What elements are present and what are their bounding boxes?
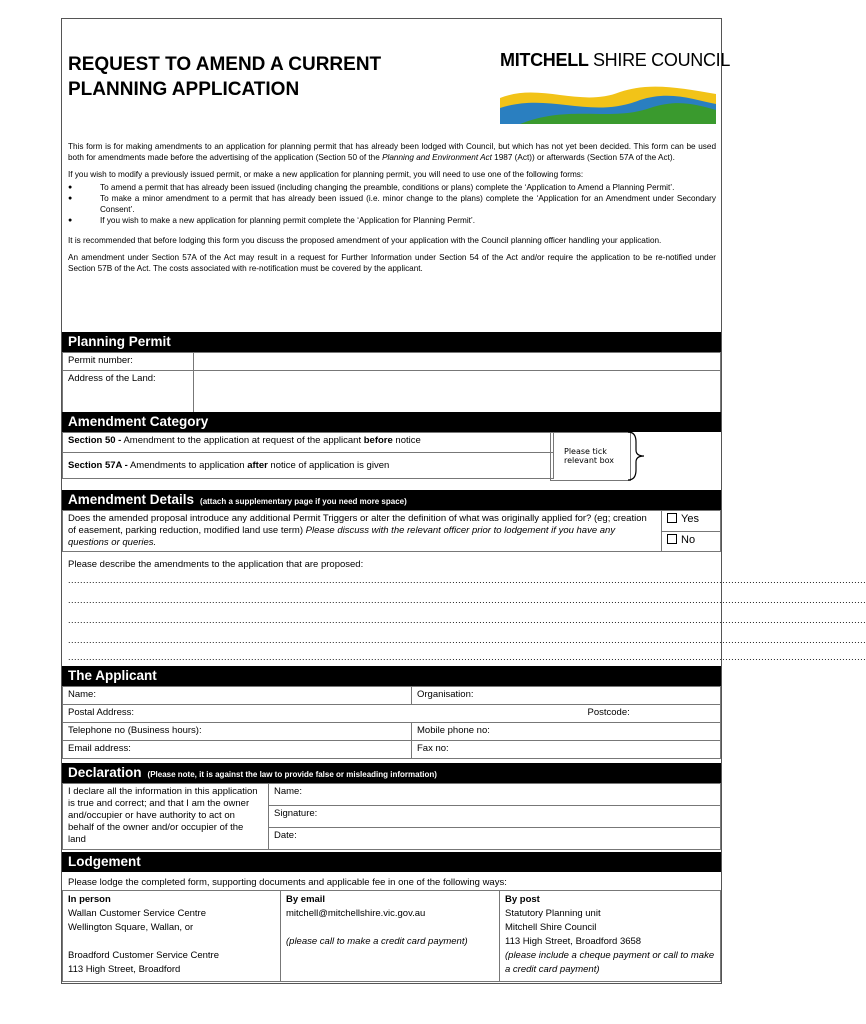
form-title xyxy=(68,52,468,102)
answer-line[interactable]: .......................................................................................................................................................................................................................................................................... xyxy=(68,575,866,585)
section-50-option[interactable]: Section 50 - Amendment to the application at request of the applicant before notice xyxy=(63,433,554,453)
yes-option[interactable]: Yes xyxy=(662,511,721,532)
intro-paragraph-2: If you wish to modify a previously issued permit, or make a new application for planning permit, you will need to use one of the following forms: xyxy=(68,170,584,179)
brace-icon xyxy=(624,430,646,482)
logo-light: SHIRE COUNCIL xyxy=(592,50,731,70)
answer-line[interactable]: .......................................................................................................................................................................................................................................................................... xyxy=(68,595,866,605)
no-checkbox[interactable] xyxy=(667,534,677,544)
permit-number-field[interactable] xyxy=(194,353,721,371)
answer-line[interactable]: .......................................................................................................................................................................................................................................................................... xyxy=(68,635,866,645)
section-lodgement: Lodgement xyxy=(62,852,721,872)
yes-checkbox[interactable] xyxy=(667,513,677,523)
bullet-item: ● If you wish to make a new application for planning permit complete the ‘Application for Planning Permit’. xyxy=(68,215,716,226)
intro-paragraph-4: An amendment under Section 57A of the Act may result in a request for Further Information under Section 54 of the Act and/or require the application to be re-notified under Section 57B of the Act. The costs associated with re-notification must be covered by the applicant. xyxy=(68,253,716,273)
lodge-by-email: By email mitchell@mitchellshire.vic.gov.au (please call to make a credit card payment) xyxy=(281,891,500,982)
section-57a-option[interactable]: Section 57A - Amendments to application after notice of application is given xyxy=(63,453,554,479)
email-field[interactable]: Email address: xyxy=(63,741,412,759)
tick-box-outline xyxy=(550,432,630,482)
address-field[interactable] xyxy=(194,371,721,413)
declaration-statement: I declare all the information in this application is true and correct; and that I am the owner and/occupier or have authority to act on behalf of the owner and/or occupier of the land xyxy=(63,784,269,850)
mobile-field[interactable]: Mobile phone no: xyxy=(412,723,721,741)
title-line-1: REQUEST TO AMEND A CURRENT xyxy=(68,54,382,75)
intro-text xyxy=(68,141,716,280)
permit-number-label: Permit number: xyxy=(63,353,194,371)
council-logo-text xyxy=(500,50,730,71)
bullet-item: ● To amend a permit that has already been issued (including changing the preamble, conditions or plans) complete the ‘Application to Amend a Planning Permit’. xyxy=(68,182,716,193)
telephone-field[interactable]: Telephone no (Business hours): xyxy=(63,723,412,741)
declaration-table xyxy=(62,783,721,850)
lodge-by-post: By post Statutory Planning unit Mitchell Shire Council 113 High Street, Broadford 3658 (please include a cheque payment or call to make a credit card payment) xyxy=(500,891,721,982)
fax-field[interactable]: Fax no: xyxy=(412,741,721,759)
section-amendment-details: Amendment Details (attach a supplementary page if you need more space) xyxy=(62,490,721,510)
intro-paragraph-1: This form is for making amendments to an application for planning permit that has already been lodged with Council, but which has not yet been decided. This form can be used both for amendments made before the advertising of the application (Section 50 of the Planning and Environment Act 1987 (Act)) or afterwards (Section 57A of the Act). xyxy=(68,142,716,162)
title-line-2: PLANNING APPLICATION xyxy=(68,79,300,100)
amendment-details-table xyxy=(62,510,721,552)
postal-address-field[interactable]: Postal Address: Postcode: xyxy=(63,705,721,723)
no-option[interactable]: No xyxy=(662,531,721,552)
section-applicant: The Applicant xyxy=(62,666,721,686)
signature-field[interactable]: Signature: xyxy=(269,806,721,828)
describe-amendments-label: Please describe the amendments to the application that are proposed: xyxy=(68,559,364,570)
email-link[interactable]: mitchell@mitchellshire.vic.gov.au xyxy=(286,908,426,919)
section-declaration: Declaration (Please note, it is against the law to provide false or misleading information) xyxy=(62,763,721,783)
declaration-name-field[interactable]: Name: xyxy=(269,784,721,806)
tick-instruction: Please tick relevant box xyxy=(564,446,615,465)
lodgement-table xyxy=(62,890,721,982)
lodgement-intro: Please lodge the completed form, supporting documents and applicable fee in one of the following ways: xyxy=(68,877,507,888)
council-logo-icon xyxy=(500,78,716,124)
answer-line[interactable]: .......................................................................................................................................................................................................................................................................... xyxy=(68,615,866,625)
section-amendment-category: Amendment Category xyxy=(62,412,721,432)
lodge-in-person: In person Wallan Customer Service Centre Wellington Square, Wallan, or Broadford Customer Service Centre 113 High Street, Broadford xyxy=(63,891,281,982)
date-field[interactable]: Date: xyxy=(269,828,721,850)
postcode-label: Postcode: xyxy=(587,707,630,718)
answer-line[interactable]: .......................................................................................................................................................................................................................................................................... xyxy=(68,652,866,662)
applicant-name-field[interactable]: Name: xyxy=(63,687,412,705)
section-planning-permit: Planning Permit xyxy=(62,332,721,352)
organisation-field[interactable]: Organisation: xyxy=(412,687,721,705)
logo-bold: MITCHELL xyxy=(500,50,589,70)
permit-trigger-question: Does the amended proposal introduce any additional Permit Triggers or alter the definition of what was originally applied for? (eg; creation of easement, parking reduction, modified land use term) Please discuss with the relevant officer prior to lodgement if you have any questions or queries. xyxy=(63,511,662,552)
applicant-table xyxy=(62,686,721,759)
planning-permit-table xyxy=(62,352,721,413)
intro-paragraph-3: It is recommended that before lodging this form you discuss the proposed amendment of your application with the Council planning officer handling your application. xyxy=(68,236,662,245)
bullet-item: ● To make a minor amendment to a permit that has already been issued (i.e. minor change to the plans) complete the ‘Application for an Amendment under Secondary Consent’. xyxy=(68,193,716,215)
address-label: Address of the Land: xyxy=(63,371,194,413)
